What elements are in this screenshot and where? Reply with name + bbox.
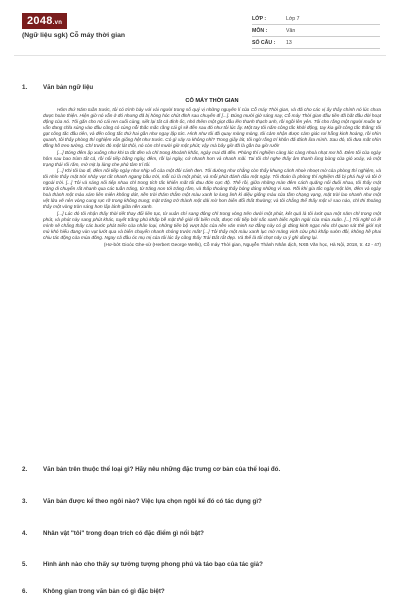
section-number: 1. xyxy=(22,84,28,91)
story-title: CỖ MÁY THỜI GIAN xyxy=(185,98,239,104)
story-paragraph: [...] Khi tôi lao đi, đêm nối tiếp ngày như nhịp vỗ của một đôi cánh đen. Tôi dường như chẳng còn thấy khung cảnh nhoè nhoẹt mờ của phòng thí nghiệm, và tôi nhìn thấy mặt trời nhảy vọt rất nhanh ngang bầu trời, mỗi cú là một phút, và mỗi phút đánh dấu một ngày. Tôi đoán là phòng thí nghiệm đã bị phá huỷ và tôi ở ngoài trời. [...] Tôi và sáng nối tiếp nhau chỉ trong tích tắc khiến mắt tôi đau đớn cực độ. Thế rồi, giữa những màn đêm cách quãng nối đuôi nhau, tôi thấy mặt trăng di chuyển rất nhanh qua các tuần trăng, từ trăng non tới trăng rằm, và thấp thoáng thấy bóng dáng những vì sao. Rồi khi gia tốc ngày một lớn, đêm và ngày hoà thành một màu xám liên miên không dứt, nền trời thăm thẳm một màu xanh lơ lung linh kì diệu giống màu của tầm chạng vạng, mặt trời lao nhanh như một vệt lửa vẽ nên vòng cung rực rỡ trong không trung; mặt trăng trở thành một dải mờ hơn biến đổi thất thường; và tôi chẳng thể thấy một vì sao nào, chỉ thi thoảng thấy một vòng tròn sáng hơn lấp lánh giữa nền xanh. xyxy=(43,168,381,209)
question-text: Văn bản được kể theo ngôi nào? Việc lựa chọn ngôi kể đó có tác dụng gì? xyxy=(43,498,262,505)
meta-value: 13 xyxy=(286,39,292,46)
page-header xyxy=(0,0,400,62)
question-number: 5. xyxy=(22,561,28,568)
site-logo[interactable] xyxy=(22,13,67,29)
question-number: 3. xyxy=(22,498,28,505)
meta-row-count xyxy=(252,37,380,49)
meta-key: LỚP : xyxy=(252,15,267,22)
question-text: Nhân vật "tôi" trong đoạn trích có đặc điểm gì nổi bật? xyxy=(43,530,204,537)
question-number: 4. xyxy=(22,530,28,537)
question-number: 2. xyxy=(22,466,28,473)
story-paragraph: Hôm thứ Năm tuần trước, tôi có trình bày với vài người trong số quý vị những nguyên lí của Cỗ máy Thời gian, và đã cho các vị ấy thấy chính nó lúc chưa được hoàn thiện. Hiện giờ nó vẫn ở đó nhưng đã bị hỏng hóc chút đỉnh sau chuyến đi [...]. Đúng mười giờ sáng nay, Cỗ máy Thời gian đầu tiên đã bắt đầu đời hoạt động của nó. Tôi gắn cho nó cái ren cuối cùng, siết lại tất cả đinh ốc, nhỏ thêm một giọt dầu lên thanh thạch anh, rồi ngồi lên yên. Tôi cho rằng một người muốn tự vẫn đang chĩa súng vào đầu cũng có cùng nỗi thắc mắc rằng cái gì sẽ đến sau đó như tôi lúc ấy. Một tay tôi nắm công tắc khởi động, tay kia giữ công tắc thắng; tôi gạt công tắc đầu tiên, và đến công tắc thứ hai gần như ngay lập tức. Hình như tôi đã quay mòng mòng, tôi cảm nhận được cảm giác rơi hẫng kinh hoàng, rồi nhìn quanh, tôi thấy phòng thí nghiệm vẫn giống hệt như trước. Có gì xảy ra không nhỉ? Trong giây lát, tôi ngờ rằng trí khôn đã đánh lừa mình. Sau đó, tôi đưa mắt nhìn đồng hồ treo tường. Chỉ trước đó một lát thôi, nó còn chỉ mười giờ một phút; vậy mà bây giờ đã là gần ba giờ rưỡi! xyxy=(43,107,381,148)
question-number: 6. xyxy=(22,588,28,595)
page-title: (Ngữ liệu sgk) Cỗ máy thời gian xyxy=(22,32,126,39)
logo-text: 2048 xyxy=(27,15,53,27)
meta-key: MÔN : xyxy=(252,27,268,34)
section-title: Văn bản ngữ liệu xyxy=(43,84,94,91)
story-source: (Hơ-bớt Gioóc Ghe-xừ (Herbert George Wells), Cỗ máy Thời gian, Nguyễn Thành Nhân dịch, NXB Văn học, Hà Nội, 2018, tr. 42 - 47) xyxy=(103,241,381,247)
logo-suffix: .vn xyxy=(52,20,63,26)
meta-value: Lớp 7 xyxy=(286,15,300,22)
story-text xyxy=(43,98,381,248)
header-divider xyxy=(14,55,386,56)
meta-row-class xyxy=(252,13,380,25)
meta-table xyxy=(252,13,380,49)
meta-value: Văn xyxy=(286,27,296,34)
meta-row-subject xyxy=(252,25,380,37)
question-text: Văn bản trên thuộc thể loại gì? Hãy nêu những đặc trưng cơ bản của thể loại đó. xyxy=(43,466,281,473)
question-text: Hình ảnh nào cho thấy sự tưởng tượng phong phú và táo bạo của tác giả? xyxy=(43,561,263,568)
story-paragraph: [...] Bóng đêm ập xuống như khi ta tắt đèn và chỉ trong khoảnh khắc, ngày mai đã đến. Phòng thí nghiệm càng lúc càng nhoà nhạt mơ hồ. Đêm tối của ngày hôm sau bao trùm tất cả, rồi nối tiếp bằng ngày, đêm, rồi lại ngày, cứ nhanh hơn và nhanh mãi. Tai tôi chỉ nghe thấy âm thanh lùng bùng của gió xoáy, và một trạng thái rối rắm, mờ mịt lạ lùng che phủ tâm trí tôi. xyxy=(43,149,381,167)
story-paragraph: [...] Lúc đó tôi nhận thấy thời tiết thay đổi liên tục, từ xuân chí sang đông chỉ trong vòng trên dưới một phút, kết quả là tôi lướt qua một năm chỉ trong một phút, và phút này sang phút khác, tuyết trắng phủ khắp bề mặt thế giới rồi biến mất, được nối tiếp bởi sắc xanh biếc ngắn ngủi của mùa xuân. [...] Tôi nghĩ có lẽ mình sẽ chẳng thấy các bước phát triển của nhân loại, những tiến bộ vượt bậc của nền văn minh sơ đẳng này có gì đáng kinh ngạc nếu chỉ quan sát thế giới mịt mù khó hiểu đang vùn vụt lướt qua và biến chuyển nhanh chóng trước mắt! [...] Tôi thấy một màu xanh lục mờ mảng vinh cửu phủ khắp sườn đồi, không hề phai chiu tác động của mùa đông. Ngay cả đầu óc mụ mị của tôi lúc ấy cũng thấy Trái Đất rất đẹp. Và thế là tôi chợt nảy ra ý ghì dừng lại. xyxy=(43,210,381,240)
meta-key: SỐ CÂU : xyxy=(252,39,276,46)
question-text: Không gian trong văn bản có gì đặc biệt? xyxy=(43,588,165,595)
